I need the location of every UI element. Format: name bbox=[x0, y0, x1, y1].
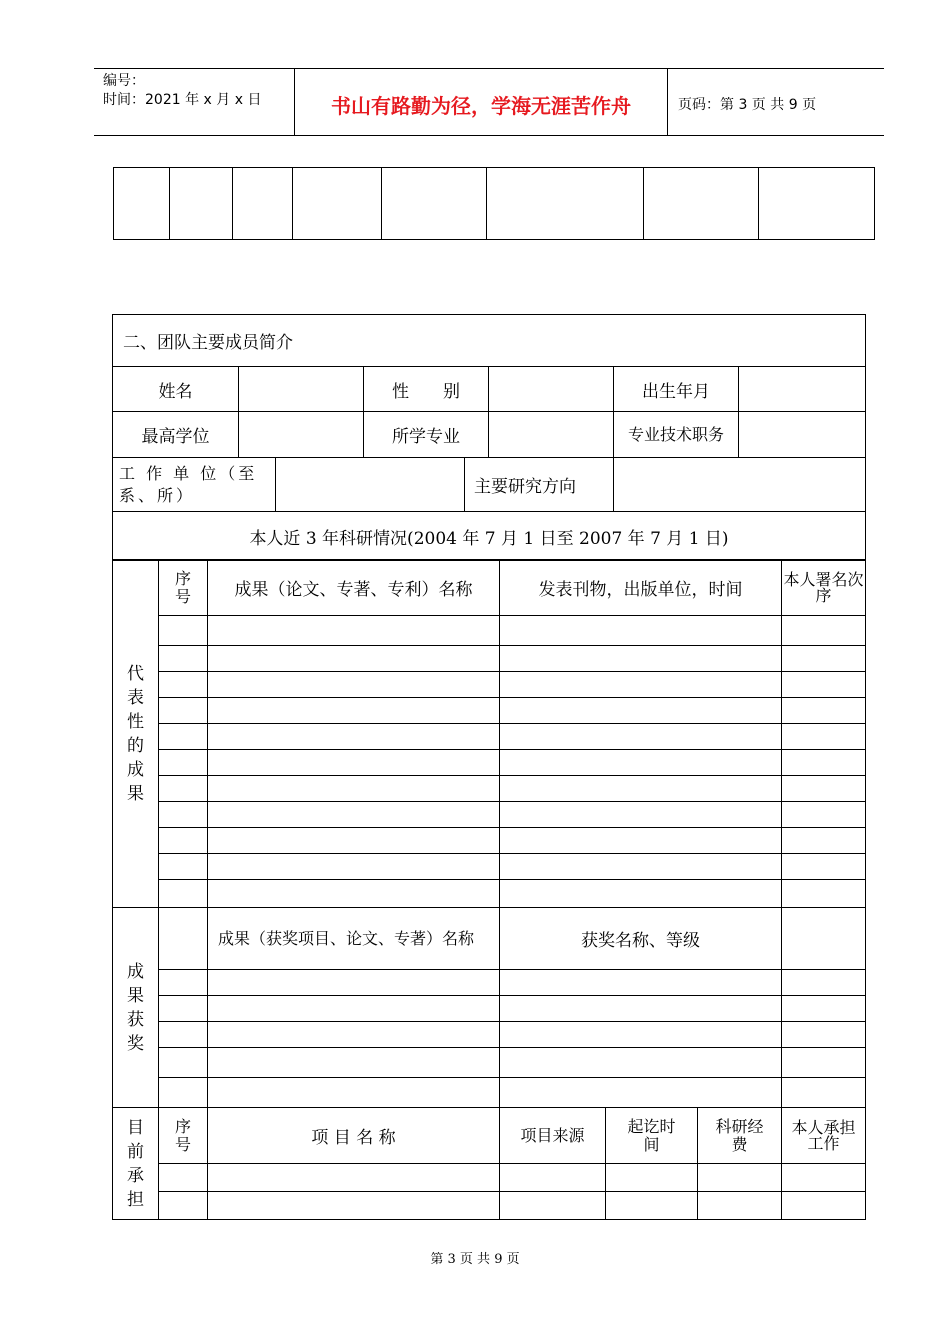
rep-cell-pub[interactable] bbox=[500, 646, 782, 672]
proj-cell-name[interactable] bbox=[208, 1192, 500, 1220]
award-col-level: 获奖名称、等级 bbox=[500, 908, 782, 970]
header-bottom-rule bbox=[94, 135, 884, 136]
award-col-name: 成果（获奖项目、论文、专著）名称 bbox=[208, 908, 500, 970]
rep-cell-seq[interactable] bbox=[159, 646, 208, 672]
award-col-seq[interactable] bbox=[159, 908, 208, 970]
achievements-table bbox=[112, 559, 866, 1220]
proj-col-fund: 科研经费 bbox=[698, 1108, 782, 1164]
rep-cell-name[interactable] bbox=[208, 854, 500, 880]
proj-col-time: 起讫时间 bbox=[606, 1108, 698, 1164]
rep-cell-pub[interactable] bbox=[500, 724, 782, 750]
rep-cell-rank[interactable] bbox=[782, 776, 866, 802]
empty-cell[interactable] bbox=[759, 168, 875, 240]
research-value[interactable] bbox=[614, 458, 866, 512]
empty-cell[interactable] bbox=[233, 168, 293, 240]
gender-value[interactable] bbox=[489, 367, 614, 412]
empty-cell[interactable] bbox=[170, 168, 233, 240]
rep-cell-pub[interactable] bbox=[500, 672, 782, 698]
empty-cell[interactable] bbox=[293, 168, 382, 240]
rep-cell-rank[interactable] bbox=[782, 646, 866, 672]
proj-cell-seq[interactable] bbox=[159, 1192, 208, 1220]
award-cell-name[interactable] bbox=[208, 1022, 500, 1048]
rep-cell-name[interactable] bbox=[208, 828, 500, 854]
award-cell-extra[interactable] bbox=[782, 1078, 866, 1108]
rep-col-pub: 发表刊物，出版单位，时间 bbox=[500, 560, 782, 616]
rep-cell-rank[interactable] bbox=[782, 750, 866, 776]
rep-cell-name[interactable] bbox=[208, 750, 500, 776]
proj-cell-fund[interactable] bbox=[698, 1164, 782, 1192]
rep-col-seq: 序号 bbox=[159, 560, 208, 616]
proj-cell-role[interactable] bbox=[782, 1164, 866, 1192]
rep-cell-name[interactable] bbox=[208, 802, 500, 828]
proj-cell-source[interactable] bbox=[500, 1192, 606, 1220]
time-label: 时间：2021 年 x 月 x 日 bbox=[103, 92, 262, 108]
name-label: 姓名 bbox=[113, 367, 239, 412]
work-unit-value[interactable] bbox=[276, 458, 465, 512]
rep-cell-pub[interactable] bbox=[500, 616, 782, 646]
rep-cell-pub[interactable] bbox=[500, 880, 782, 908]
proj-cell-name[interactable] bbox=[208, 1164, 500, 1192]
work-unit-label: 工 作 单 位（至系、所） bbox=[113, 458, 276, 512]
award-cell-level[interactable] bbox=[500, 970, 782, 996]
member-info-table bbox=[112, 314, 866, 561]
rep-cell-name[interactable] bbox=[208, 672, 500, 698]
rep-col-name: 成果（论文、专著、专利）名称 bbox=[208, 560, 500, 616]
award-cell-seq[interactable] bbox=[159, 996, 208, 1022]
award-cell-extra[interactable] bbox=[782, 996, 866, 1022]
proj-col-source: 项目来源 bbox=[500, 1108, 606, 1164]
research-label: 主要研究方向 bbox=[465, 458, 614, 512]
empty-cell[interactable] bbox=[487, 168, 644, 240]
header-meta bbox=[103, 72, 261, 110]
rep-cell-seq[interactable] bbox=[159, 880, 208, 908]
rep-cell-name[interactable] bbox=[208, 724, 500, 750]
award-cell-name[interactable] bbox=[208, 970, 500, 996]
proj-col-seq: 序号 bbox=[159, 1108, 208, 1164]
rep-cell-pub[interactable] bbox=[500, 698, 782, 724]
rep-cell-seq[interactable] bbox=[159, 854, 208, 880]
title-label: 专业技术职务 bbox=[614, 412, 739, 458]
award-cell-seq[interactable] bbox=[159, 1048, 208, 1078]
proj-side-label: 目前承担 bbox=[113, 1108, 159, 1220]
name-value[interactable] bbox=[239, 367, 364, 412]
proj-col-name: 项 目 名 称 bbox=[208, 1108, 500, 1164]
proj-cell-time[interactable] bbox=[606, 1164, 698, 1192]
degree-label: 最高学位 bbox=[113, 412, 239, 458]
rep-cell-pub[interactable] bbox=[500, 776, 782, 802]
proj-cell-role[interactable] bbox=[782, 1192, 866, 1220]
rep-cell-rank[interactable] bbox=[782, 724, 866, 750]
section-title: 二、团队主要成员简介 bbox=[113, 315, 866, 367]
rep-cell-pub[interactable] bbox=[500, 828, 782, 854]
rep-cell-pub[interactable] bbox=[500, 854, 782, 880]
empty-cell[interactable] bbox=[114, 168, 170, 240]
degree-value[interactable] bbox=[239, 412, 364, 458]
title-value[interactable] bbox=[739, 412, 866, 458]
rep-cell-name[interactable] bbox=[208, 880, 500, 908]
serial-label: 编号： bbox=[103, 73, 145, 89]
award-cell-level[interactable] bbox=[500, 1078, 782, 1108]
rep-side-label: 代表性的成果 bbox=[113, 560, 159, 908]
header-divider bbox=[294, 69, 295, 135]
award-side-label: 成果获奖 bbox=[113, 908, 159, 1108]
award-cell-level[interactable] bbox=[500, 1022, 782, 1048]
empty-cell[interactable] bbox=[644, 168, 759, 240]
rep-cell-seq[interactable] bbox=[159, 802, 208, 828]
rep-cell-name[interactable] bbox=[208, 776, 500, 802]
page-footer: 第 3 页 共 9 页 bbox=[430, 1252, 520, 1267]
rep-cell-rank[interactable] bbox=[782, 616, 866, 646]
rep-cell-seq[interactable] bbox=[159, 828, 208, 854]
rep-cell-rank[interactable] bbox=[782, 802, 866, 828]
research-summary: 本人近 3 年科研情况(2004 年 7 月 1 日至 2007 年 7 月 1 日) bbox=[113, 512, 866, 561]
proj-cell-seq[interactable] bbox=[159, 1164, 208, 1192]
rep-cell-rank[interactable] bbox=[782, 854, 866, 880]
rep-cell-seq[interactable] bbox=[159, 672, 208, 698]
award-cell-seq[interactable] bbox=[159, 1078, 208, 1108]
rep-cell-name[interactable] bbox=[208, 646, 500, 672]
proj-cell-fund[interactable] bbox=[698, 1192, 782, 1220]
header-top-rule bbox=[94, 68, 884, 69]
rep-cell-seq[interactable] bbox=[159, 776, 208, 802]
empty-cell[interactable] bbox=[382, 168, 487, 240]
proj-col-role: 本人承担工作 bbox=[782, 1108, 866, 1164]
award-cell-extra[interactable] bbox=[782, 1048, 866, 1078]
rep-cell-pub[interactable] bbox=[500, 750, 782, 776]
award-cell-seq[interactable] bbox=[159, 970, 208, 996]
major-label: 所学专业 bbox=[364, 412, 489, 458]
rep-cell-seq[interactable] bbox=[159, 616, 208, 646]
proj-cell-time[interactable] bbox=[606, 1192, 698, 1220]
rep-cell-rank[interactable] bbox=[782, 698, 866, 724]
award-cell-seq[interactable] bbox=[159, 1022, 208, 1048]
award-cell-name[interactable] bbox=[208, 1078, 500, 1108]
birth-value[interactable] bbox=[739, 367, 866, 412]
major-value[interactable] bbox=[489, 412, 614, 458]
gender-label: 性 别 bbox=[364, 367, 489, 412]
rep-cell-seq[interactable] bbox=[159, 724, 208, 750]
header-page-label: 页码：第 3 页 共 9 页 bbox=[678, 97, 817, 113]
award-cell-name[interactable] bbox=[208, 996, 500, 1022]
award-col-extra[interactable] bbox=[782, 908, 866, 970]
previous-table-fragment bbox=[113, 167, 875, 240]
rep-cell-rank[interactable] bbox=[782, 828, 866, 854]
rep-cell-seq[interactable] bbox=[159, 750, 208, 776]
award-cell-extra[interactable] bbox=[782, 1022, 866, 1048]
rep-col-rank: 本人署名次序 bbox=[782, 560, 866, 616]
award-cell-name[interactable] bbox=[208, 1048, 500, 1078]
rep-cell-pub[interactable] bbox=[500, 802, 782, 828]
award-cell-level[interactable] bbox=[500, 1048, 782, 1078]
header-motto: 书山有路勤为径，学海无涯苦作舟 bbox=[331, 94, 631, 118]
rep-cell-name[interactable] bbox=[208, 616, 500, 646]
rep-cell-rank[interactable] bbox=[782, 880, 866, 908]
rep-cell-seq[interactable] bbox=[159, 698, 208, 724]
header-divider bbox=[667, 69, 668, 135]
award-cell-extra[interactable] bbox=[782, 970, 866, 996]
rep-cell-rank[interactable] bbox=[782, 672, 866, 698]
award-cell-level[interactable] bbox=[500, 996, 782, 1022]
rep-cell-name[interactable] bbox=[208, 698, 500, 724]
birth-label: 出生年月 bbox=[614, 367, 739, 412]
proj-cell-source[interactable] bbox=[500, 1164, 606, 1192]
